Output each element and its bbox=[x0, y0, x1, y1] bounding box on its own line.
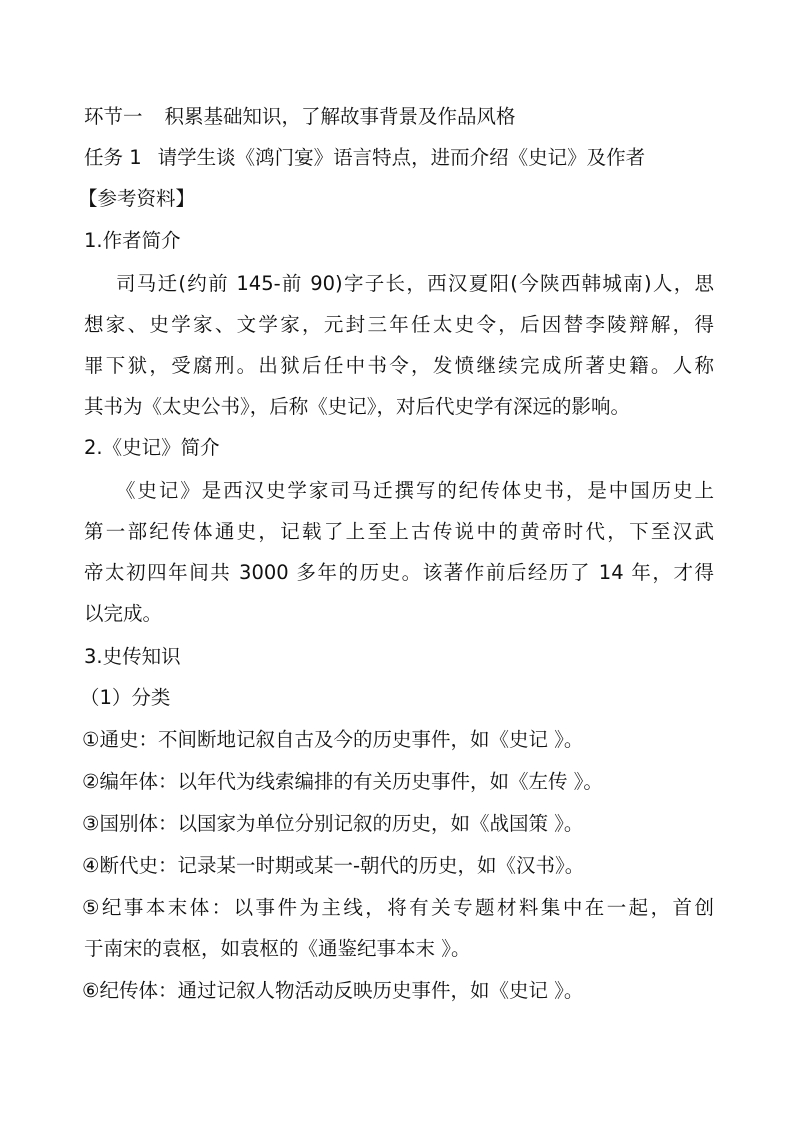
classification-item: ④断代史：记录某一时期或某一-朝代的历史，如《汉书》。 bbox=[82, 854, 585, 877]
shiji-intro-heading: 2.《史记》简介 bbox=[84, 436, 220, 459]
task-label: 任务 1 bbox=[84, 146, 142, 169]
classification-subheading: （1）分类 bbox=[80, 686, 171, 709]
section-label: 环节一 bbox=[84, 105, 143, 128]
task-text: 请学生谈《鸿门宴》语言特点，进而介绍《史记》及作者 bbox=[157, 146, 646, 169]
shiji-intro-line: 帝太初四年间共 3000 多年的历史。该著作前后经历了 14 年，才得 bbox=[84, 561, 714, 584]
history-knowledge-heading: 3.史传知识 bbox=[84, 645, 181, 668]
author-intro-line: 司马迁(约前 145-前 90)字子长，西汉夏阳(今陕西韩城南)人，思 bbox=[116, 272, 714, 295]
classification-item: ③国别体：以国家为单位分别记叙的历史，如《战国策 》。 bbox=[82, 812, 584, 835]
author-intro-line: 想家、史学家、文学家，元封三年任太史令，后因替李陵辩解，得 bbox=[84, 313, 714, 336]
author-intro-line: 其书为《太史公书》，后称《史记》，对后代史学有深远的影响。 bbox=[84, 395, 631, 418]
task-heading bbox=[84, 146, 714, 170]
classification-item: ②编年体：以年代为线索编排的有关历史事件，如《左传 》。 bbox=[82, 770, 603, 793]
section-heading bbox=[84, 105, 714, 129]
shiji-intro-line: 《史记》是西汉史学家司马迁撰写的纪传体史书，是中国历史上 bbox=[116, 479, 714, 502]
author-intro-heading: 1.作者简介 bbox=[84, 229, 181, 252]
classification-item: ⑥纪传体：通过记叙人物活动反映历史事件，如《史记 》。 bbox=[82, 979, 584, 1002]
reference-heading: 【参考资料】 bbox=[78, 187, 196, 210]
classification-item: ⑤纪事本末体：以事件为主线，将有关专题材料集中在一起，首创 bbox=[82, 896, 714, 919]
author-intro-line: 罪下狱，受腐刑。出狱后任中书令，发愤继续完成所著史籍。人称 bbox=[84, 354, 714, 377]
classification-item: ①通史：不间断地记叙自古及今的历史事件，如《史记 》。 bbox=[82, 728, 584, 751]
section-title: 积累基础知识，了解故事背景及作品风格 bbox=[164, 105, 516, 128]
classification-item-continued: 于南宋的袁枢，如袁枢的《通鉴纪事本末 》。 bbox=[84, 937, 471, 960]
shiji-intro-line: 第一部纪传体通史，记载了上至上古传说中的黄帝时代，下至汉武 bbox=[84, 520, 714, 543]
shiji-intro-line: 以完成。 bbox=[84, 602, 163, 625]
